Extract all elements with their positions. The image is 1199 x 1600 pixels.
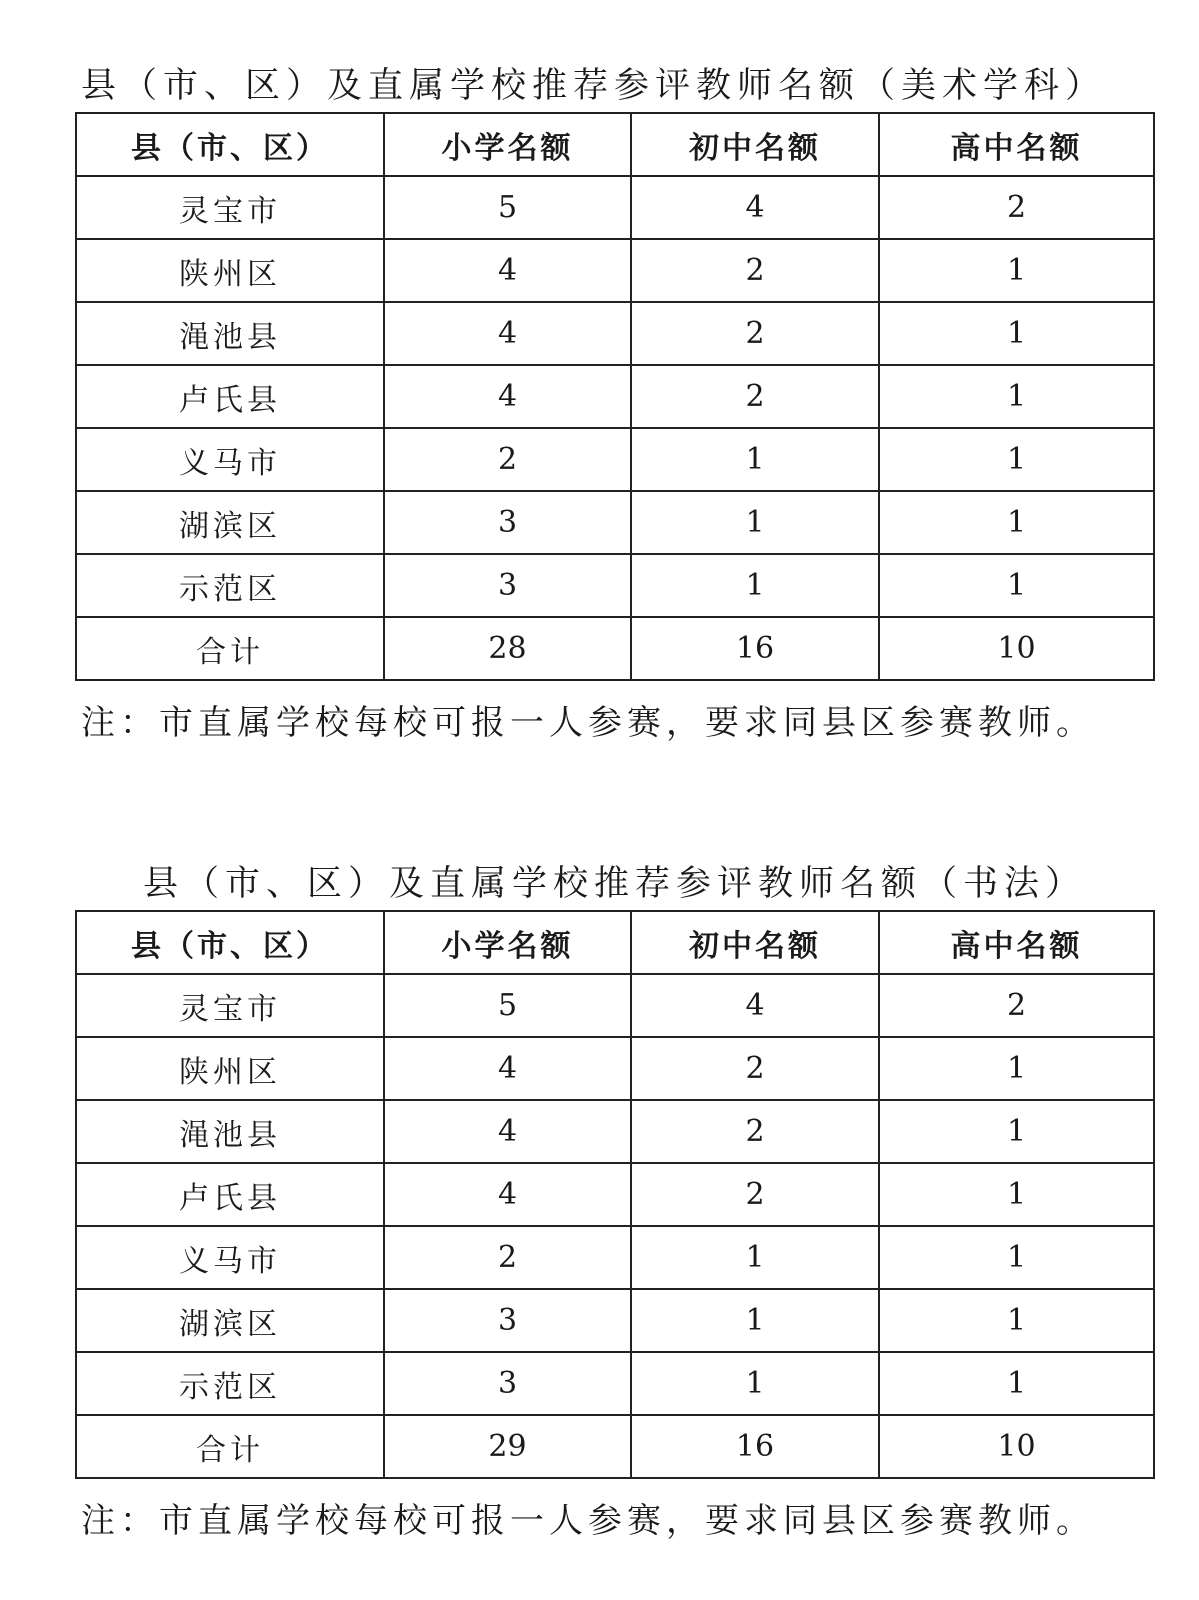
table-row (76, 1226, 1154, 1289)
table-note: 注：市直属学校每校可报一人参赛，要求同县区参赛教师。 (81, 703, 1095, 743)
cell-primary: 28 (384, 617, 631, 680)
cell-senior: 1 (879, 1100, 1154, 1163)
cell-primary: 4 (384, 1100, 631, 1163)
cell-primary: 5 (384, 176, 631, 239)
header-row (76, 911, 1154, 974)
cell-senior: 1 (879, 1226, 1154, 1289)
header-senior: 高中名额 (879, 911, 1154, 974)
cell-primary: 2 (384, 428, 631, 491)
table-body (76, 176, 1154, 680)
table-note: 注：市直属学校每校可报一人参赛，要求同县区参赛教师。 (81, 1501, 1095, 1541)
cell-junior: 1 (631, 1226, 879, 1289)
cell-primary: 4 (384, 1163, 631, 1226)
cell-junior: 2 (631, 365, 879, 428)
table-row (76, 1037, 1154, 1100)
cell-region: 灵宝市 (76, 974, 384, 1037)
cell-junior: 1 (631, 554, 879, 617)
cell-senior: 2 (879, 974, 1154, 1037)
cell-region: 卢氏县 (76, 365, 384, 428)
cell-region: 示范区 (76, 1352, 384, 1415)
cell-region: 陕州区 (76, 1037, 384, 1100)
cell-primary: 4 (384, 302, 631, 365)
cell-senior: 1 (879, 428, 1154, 491)
cell-junior: 2 (631, 302, 879, 365)
table-row (76, 1289, 1154, 1352)
cell-junior: 1 (631, 491, 879, 554)
header-junior: 初中名额 (631, 113, 879, 176)
cell-senior: 1 (879, 239, 1154, 302)
table-row (76, 554, 1154, 617)
cell-senior: 1 (879, 302, 1154, 365)
cell-junior: 1 (631, 1352, 879, 1415)
cell-senior: 1 (879, 554, 1154, 617)
cell-region: 渑池县 (76, 302, 384, 365)
cell-primary: 2 (384, 1226, 631, 1289)
header-primary: 小学名额 (384, 911, 631, 974)
cell-senior: 1 (879, 1289, 1154, 1352)
table-title: 县（市、区）及直属学校推荐参评教师名额（书法） (143, 864, 1087, 904)
cell-senior: 1 (879, 1037, 1154, 1100)
header-junior: 初中名额 (631, 911, 879, 974)
table-row (76, 365, 1154, 428)
table-row (76, 1352, 1154, 1415)
header-region: 县（市、区） (76, 113, 384, 176)
cell-junior: 16 (631, 1415, 879, 1478)
cell-region: 示范区 (76, 554, 384, 617)
cell-junior: 2 (631, 1100, 879, 1163)
cell-region: 义马市 (76, 428, 384, 491)
cell-region: 卢氏县 (76, 1163, 384, 1226)
table-row (76, 1100, 1154, 1163)
cell-primary: 5 (384, 974, 631, 1037)
cell-primary: 4 (384, 239, 631, 302)
cell-primary: 3 (384, 554, 631, 617)
table-body (76, 974, 1154, 1478)
header-primary: 小学名额 (384, 113, 631, 176)
cell-primary: 29 (384, 1415, 631, 1478)
cell-region: 合计 (76, 617, 384, 680)
cell-junior: 2 (631, 1037, 879, 1100)
cell-senior: 1 (879, 1163, 1154, 1226)
cell-senior: 1 (879, 1352, 1154, 1415)
cell-senior: 10 (879, 1415, 1154, 1478)
quota-table (75, 112, 1155, 681)
cell-primary: 3 (384, 1352, 631, 1415)
cell-primary: 3 (384, 491, 631, 554)
table-title: 县（市、区）及直属学校推荐参评教师名额（美术学科） (81, 66, 1107, 106)
cell-region: 义马市 (76, 1226, 384, 1289)
cell-senior: 2 (879, 176, 1154, 239)
quota-table-calligraphy (75, 858, 1153, 1542)
cell-junior: 4 (631, 974, 879, 1037)
total-row (76, 1415, 1154, 1478)
cell-junior: 2 (631, 1163, 879, 1226)
header-senior: 高中名额 (879, 113, 1154, 176)
header-row (76, 113, 1154, 176)
cell-primary: 4 (384, 365, 631, 428)
table-row (76, 428, 1154, 491)
cell-region: 渑池县 (76, 1100, 384, 1163)
cell-region: 合计 (76, 1415, 384, 1478)
header-region: 县（市、区） (76, 911, 384, 974)
total-row (76, 617, 1154, 680)
table-row (76, 239, 1154, 302)
cell-primary: 3 (384, 1289, 631, 1352)
quota-table (75, 910, 1155, 1479)
cell-senior: 1 (879, 491, 1154, 554)
cell-region: 湖滨区 (76, 1289, 384, 1352)
cell-senior: 10 (879, 617, 1154, 680)
table-row (76, 302, 1154, 365)
cell-region: 陕州区 (76, 239, 384, 302)
cell-senior: 1 (879, 365, 1154, 428)
cell-primary: 4 (384, 1037, 631, 1100)
cell-junior: 16 (631, 617, 879, 680)
table-row (76, 974, 1154, 1037)
cell-junior: 4 (631, 176, 879, 239)
cell-region: 湖滨区 (76, 491, 384, 554)
cell-junior: 1 (631, 428, 879, 491)
cell-region: 灵宝市 (76, 176, 384, 239)
cell-junior: 2 (631, 239, 879, 302)
table-row (76, 1163, 1154, 1226)
table-row (76, 491, 1154, 554)
quota-table-art (75, 60, 1153, 744)
table-row (76, 176, 1154, 239)
cell-junior: 1 (631, 1289, 879, 1352)
